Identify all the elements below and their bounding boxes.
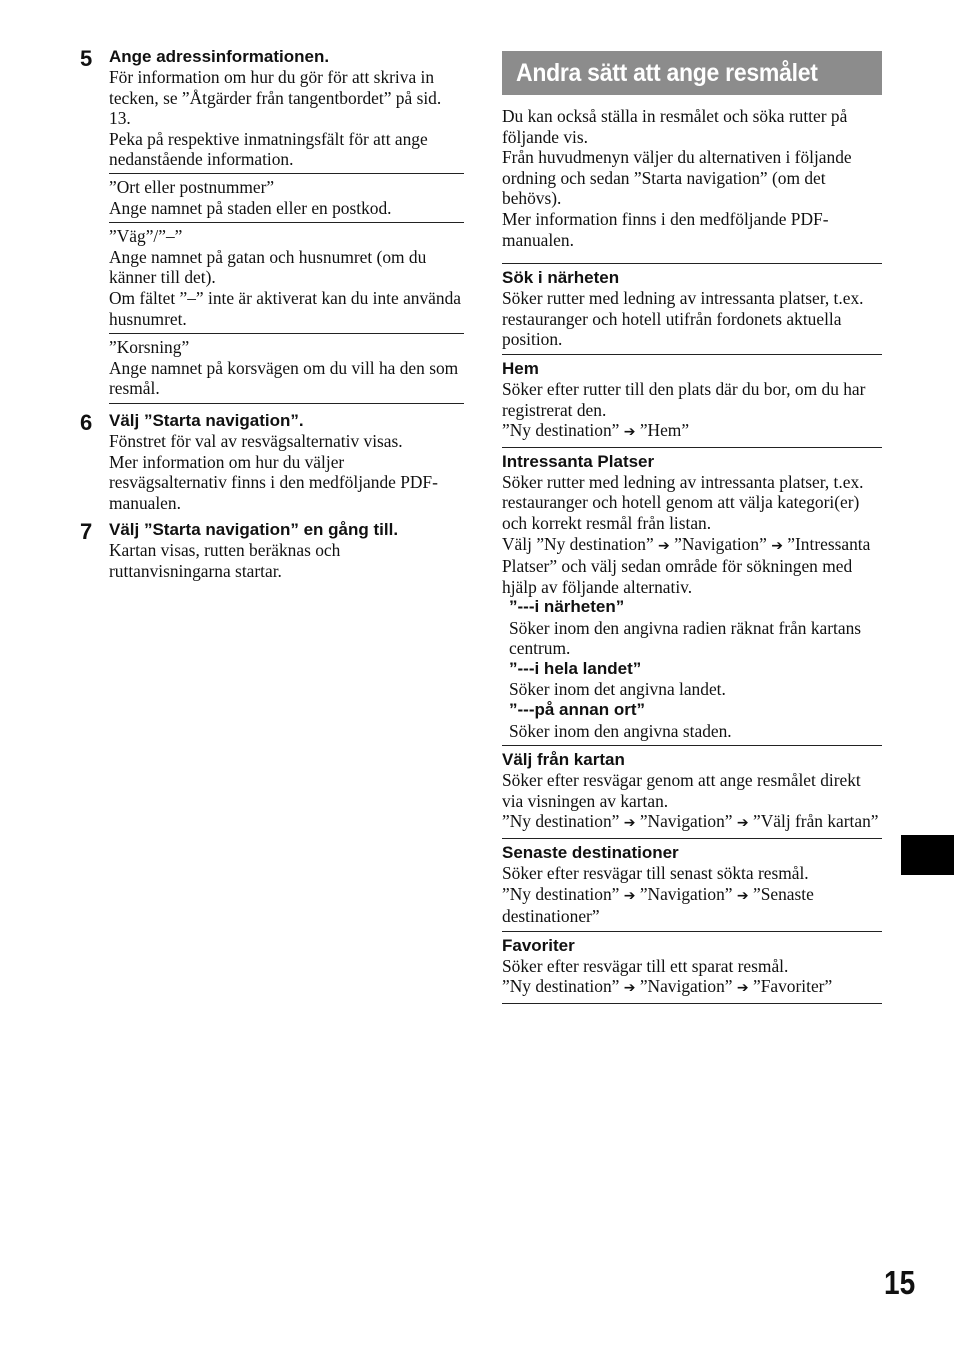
step-title: Välj ”Starta navigation” en gång till.	[109, 520, 399, 540]
menu-path	[502, 811, 882, 834]
section-favorites	[502, 931, 882, 1003]
paragraph: Kartan visas, rutten beräknas och ruttanvisningarna startar.	[109, 540, 341, 581]
section-title: Hem	[502, 358, 539, 378]
step-title: Välj ”Starta navigation”.	[109, 410, 304, 430]
field-name: ”Väg”/”–”	[109, 226, 183, 247]
option-text: Söker inom den angivna staden.	[509, 720, 732, 741]
option-title: ”---på annan ort”	[509, 700, 645, 720]
section-text: Söker efter resvägar till ett sparat resmål.	[502, 955, 789, 976]
intro-paragraph: Mer information finns i den medföljande PDF-manualen.	[502, 208, 829, 250]
step-number: 6	[80, 409, 93, 435]
path-item: ”Navigation”	[674, 533, 767, 554]
arrow-right-icon: ➔	[623, 980, 636, 997]
section-text: Söker efter resvägar till senast sökta resmål.	[502, 862, 809, 883]
path-item: ”Navigation”	[639, 811, 733, 832]
path-item: ”Ny destination”	[536, 533, 654, 554]
intro-paragraph: Du kan också ställa in resmålet och söka rutter på följande vis.	[502, 106, 848, 147]
menu-path	[502, 534, 882, 598]
field-name: ”Korsning”	[109, 337, 190, 358]
path-item: ”Ny destination”	[502, 811, 620, 832]
step-number: 5	[80, 46, 93, 71]
path-item: ”Ny destination”	[502, 883, 620, 904]
section-poi	[502, 447, 882, 745]
option-title: ”---i hela landet”	[509, 658, 642, 678]
step-title: Ange adressinformationen.	[109, 47, 330, 66]
section-text: Söker rutter med ledning av intressanta platser, t.ex. restauranger och hotell genom att välja kategori(er) och korrekt resmål från listan.	[502, 471, 864, 533]
path-item: ”Ny destination”	[502, 420, 620, 441]
arrow-right-icon: ➔	[623, 815, 636, 832]
section-title: Välj från kartan	[502, 750, 625, 770]
field-desc: Ange namnet på staden eller en postkod.	[109, 197, 392, 218]
option-text: Söker inom det angivna landet.	[509, 679, 726, 700]
section-nearby	[502, 263, 882, 354]
path-item: ”Favoriter”	[752, 976, 833, 997]
arrow-right-icon: ➔	[658, 537, 670, 554]
path-suffix: och välj sedan område för sökningen med hjälp av följande alternativ.	[502, 556, 853, 597]
field-list	[109, 173, 464, 404]
section-home	[502, 354, 882, 447]
option-title: ”---i närheten”	[509, 597, 625, 617]
section-banner	[502, 51, 882, 95]
path-item: ”Senaste destinationer”	[502, 883, 814, 927]
arrow-right-icon: ➔	[736, 815, 749, 832]
field-entry-crossing	[109, 333, 464, 404]
step-number: 7	[80, 519, 93, 545]
arrow-right-icon: ➔	[771, 537, 783, 554]
arrow-right-icon: ➔	[623, 887, 636, 904]
menu-path	[502, 976, 882, 999]
section-text: Söker efter rutter till den plats där du bor, om du har registrerat den.	[502, 378, 866, 420]
path-item: ”Navigation”	[639, 883, 733, 904]
search-area-options	[502, 597, 882, 741]
field-desc: Ange namnet på korsvägen om du vill ha den som resmål.	[109, 357, 459, 399]
section-map	[502, 745, 882, 838]
page-number: 15	[884, 1264, 916, 1301]
path-item: ”Hem”	[639, 420, 690, 441]
field-desc: Ange namnet på gatan och husnumret (om du känner till det).	[109, 246, 427, 288]
field-entry-city	[109, 173, 464, 222]
option-text: Söker inom den angivna radien räknat från kartans centrum.	[509, 617, 862, 659]
section-tab-marker	[901, 835, 954, 875]
field-name: ”Ort eller postnummer”	[109, 176, 275, 197]
section-title: Sök i närheten	[502, 268, 620, 288]
path-item: ”Ny destination”	[502, 976, 620, 997]
banner-title: Andra sätt att ange resmålet	[516, 58, 818, 87]
section-title: Senaste destinationer	[502, 842, 679, 862]
section-text: Söker rutter med ledning av intressanta platser, t.ex. restauranger och hotell utifrån fordonets aktuella position.	[502, 288, 864, 350]
path-prefix: Välj	[502, 533, 532, 554]
intro-paragraph: Från huvudmenyn väljer du alternativen i följande ordning och sedan ”Starta navigation” (om det behövs).	[502, 147, 852, 209]
menu-path	[502, 420, 882, 443]
section-text: Söker efter resvägar genom att ange resmålet direkt via visningen av kartan.	[502, 770, 861, 811]
section-title: Intressanta Platser	[502, 451, 655, 471]
section-recent	[502, 838, 882, 931]
arrow-right-icon: ➔	[736, 980, 749, 997]
path-item: ”Välj från kartan”	[752, 811, 879, 832]
step-5	[80, 46, 464, 404]
path-item: ”Navigation”	[639, 976, 733, 997]
right-column	[502, 40, 882, 1004]
paragraph: Mer information om hur du väljer resvägsalternativ finns i den medföljande PDF-manualen.	[109, 451, 438, 513]
option-sections	[502, 263, 882, 1004]
step-6	[80, 410, 464, 513]
arrow-right-icon: ➔	[623, 424, 636, 441]
left-column	[80, 40, 464, 581]
section-title: Favoriter	[502, 935, 575, 955]
intro	[502, 106, 882, 250]
paragraph: Peka på respektive inmatningsfält för att ange nedanstående information.	[109, 128, 428, 170]
field-entry-street	[109, 222, 464, 333]
paragraph: För information om hur du gör för att skriva in tecken, se ”Åtgärder från tangentbordet” på sid. 13.	[109, 67, 442, 129]
field-desc: Om fältet ”–” inte är aktiverat kan du inte använda husnumret.	[109, 287, 462, 329]
path-item: ”Intressanta Platser”	[502, 533, 871, 577]
arrow-right-icon: ➔	[736, 887, 749, 904]
step-7	[80, 519, 464, 581]
paragraph: Fönstret för val av resvägsalternativ visas.	[109, 430, 403, 451]
menu-path	[502, 884, 882, 927]
